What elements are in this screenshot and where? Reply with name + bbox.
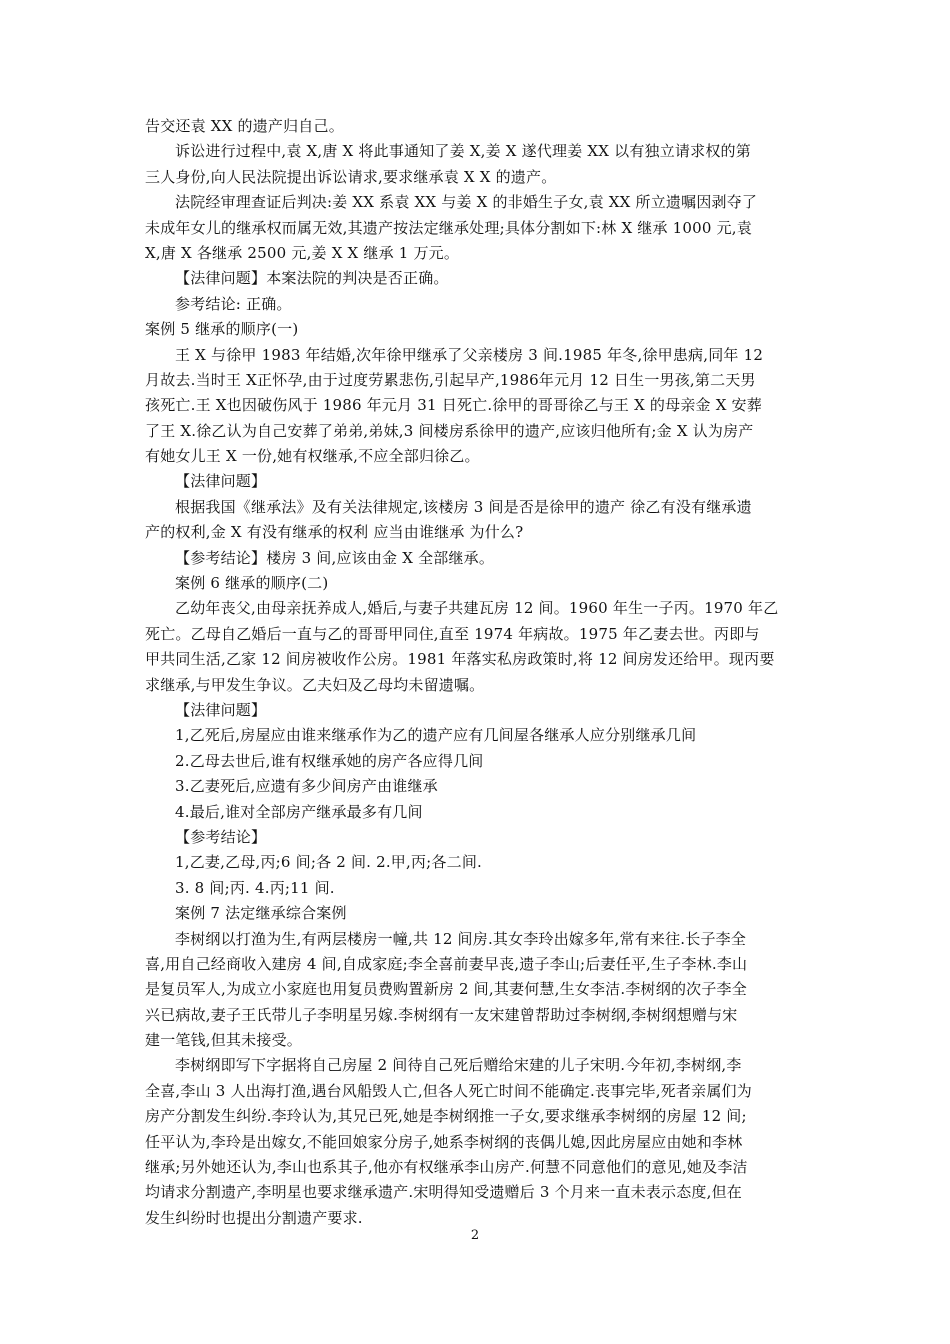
text-line: 乙幼年丧父,由母亲抚养成人,婚后,与妻子共建瓦房 12 间。1960 年生一子丙。1970 年乙 — [175, 599, 779, 618]
case-heading: 案例 6 继承的顺序(二) — [175, 574, 329, 593]
question-item: 2.乙母去世后,谁有权继承她的房产各应得几间 — [175, 751, 484, 770]
text-line: 建一笔钱,但其未接受。 — [145, 1031, 302, 1050]
text-line: 产的权利,金 X 有没有继承的权利 应当由谁继承 为什么? — [145, 523, 524, 542]
text-line: 未成年女儿的继承权而属无效,其遗产按法定继承处理;具体分割如下:林 X 继承 1000 元,袁 — [145, 218, 752, 237]
answer-item: 3. 8 间;丙. 4.丙;11 间. — [175, 878, 335, 897]
reference-conclusion: 【参考结论】楼房 3 间,应该由金 X 全部继承。 — [175, 548, 495, 567]
text-line: 月故去.当时王 X正怀孕,由于过度劳累悲伤,引起早产,1986年元月 12 日生一男孩,第二天男 — [145, 370, 756, 389]
reference-conclusion: 参考结论: 正确。 — [175, 294, 292, 313]
text-line: 任平认为,李玲是出嫁女,不能回娘家分房子,她系李树纲的丧偶儿媳,因此房屋应由她和李林 — [145, 1132, 743, 1151]
text-line: 均请求分割遗产,李明星也要求继承遗产.宋明得知受遗赠后 3 个月来一直未表示态度,但在 — [145, 1183, 742, 1202]
reference-conclusion: 【参考结论】 — [175, 827, 267, 846]
text-line: 喜,用自己经商收入建房 4 间,自成家庭;李全喜前妻早丧,遗子李山;后妻任平,生子李林.李山 — [145, 954, 748, 973]
legal-question-heading: 【法律问题】 — [175, 700, 267, 719]
text-line: 法院经审理查证后判决:姜 XX 系袁 XX 与姜 X 的非婚生子女,袁 XX 所立遗嘱因剥夺了 — [175, 193, 758, 212]
text-line: 了王 X.徐乙认为自己安葬了弟弟,弟妹,3 间楼房系徐甲的遗产,应该归他所有;金 X 认为房产 — [145, 421, 754, 440]
text-line: 是复员军人,为成立小家庭也用复员费购置新房 2 间,其妻何慧,生女李洁.李树纲的次子李全 — [145, 980, 747, 999]
legal-question-heading: 【法律问题】本案法院的判决是否正确。 — [175, 269, 449, 288]
answer-item: 1,乙妻,乙母,丙;6 间;各 2 间. 2.甲,丙;各二间. — [175, 853, 482, 872]
text-line: 兴已病故,妻子王氏带儿子李明星另嫁.李树纲有一友宋建曾帮助过李树纲,李树纲想赠与宋 — [145, 1005, 738, 1024]
text-line: 诉讼进行过程中,袁 X,唐 X 将此事通知了姜 X,姜 X 遂代理姜 XX 以有独立请求权的第 — [175, 142, 751, 161]
case-heading: 案例 5 继承的顺序(一) — [145, 320, 299, 339]
legal-question-heading: 【法律问题】 — [175, 472, 267, 491]
text-line: 三人身份,向人民法院提出诉讼请求,要求继承袁 X X 的遗产。 — [145, 167, 557, 186]
question-item: 3.乙妻死后,应遗有多少间房产由谁继承 — [175, 777, 438, 796]
text-line: 求继承,与甲发生争议。乙夫妇及乙母均未留遗嘱。 — [145, 675, 485, 694]
question-item: 1,乙死后,房屋应由谁来继承作为乙的遗产应有几间屋各继承人应分别继承几间 — [175, 726, 697, 745]
text-line: 李树纲以打渔为生,有两层楼房一幢,共 12 间房.其女李玲出嫁多年,常有来往.长子李全 — [175, 929, 747, 948]
text-line: 发生纠纷时也提出分割遗产要求. — [145, 1208, 363, 1227]
document-body — [145, 114, 807, 1231]
page-number: 2 — [470, 1228, 480, 1243]
text-line: 王 X 与徐甲 1983 年结婚,次年徐甲继承了父亲楼房 3 间.1985 年冬,徐甲患病,同年 12 — [175, 345, 764, 364]
text-line: 孩死亡.王 X也因破伤风于 1986 年元月 31 日死亡.徐甲的哥哥徐乙与王 X 的母亲金 X 安葬 — [145, 396, 762, 415]
question-item: 4.最后,谁对全部房产继承最多有几间 — [175, 802, 423, 821]
text-line: 告交还袁 XX 的遗产归自己。 — [145, 117, 344, 135]
text-line: 全喜,李山 3 人出海打渔,遇台风船毁人亡,但各人死亡时间不能确定.丧事完毕,死者亲属们为 — [145, 1081, 752, 1100]
text-line: 甲共同生活,乙家 12 间房被收作公房。1981 年落实私房政策时,将 12 间房发还给甲。现丙要 — [145, 650, 775, 669]
text-line: X,唐 X 各继承 2500 元,姜 X X 继承 1 万元。 — [145, 243, 460, 262]
text-line: 房产分割发生纠纷.李玲认为,其兄已死,她是李树纲推一子女,要求继承李树纲的房屋 12 间; — [145, 1107, 747, 1126]
text-line: 根据我国《继承法》及有关法律规定,该楼房 3 间是否是徐甲的遗产 徐乙有没有继承遗 — [175, 497, 752, 516]
text-line: 李树纲即写下字据将自己房屋 2 间待自己死后赠给宋建的儿子宋明.今年初,李树纲,李 — [175, 1056, 742, 1075]
text-line: 继承;另外她还认为,李山也系其子,他亦有权继承李山房产.何慧不同意他们的意见,她及李洁 — [145, 1158, 748, 1177]
text-line: 有她女儿王 X 一份,她有权继承,不应全部归徐乙。 — [145, 447, 480, 466]
case-heading: 案例 7 法定继承综合案例 — [175, 904, 347, 923]
text-line: 死亡。乙母自乙婚后一直与乙的哥哥甲同住,直至 1974 年病故。1975 年乙妻去世。丙即与 — [145, 624, 760, 643]
